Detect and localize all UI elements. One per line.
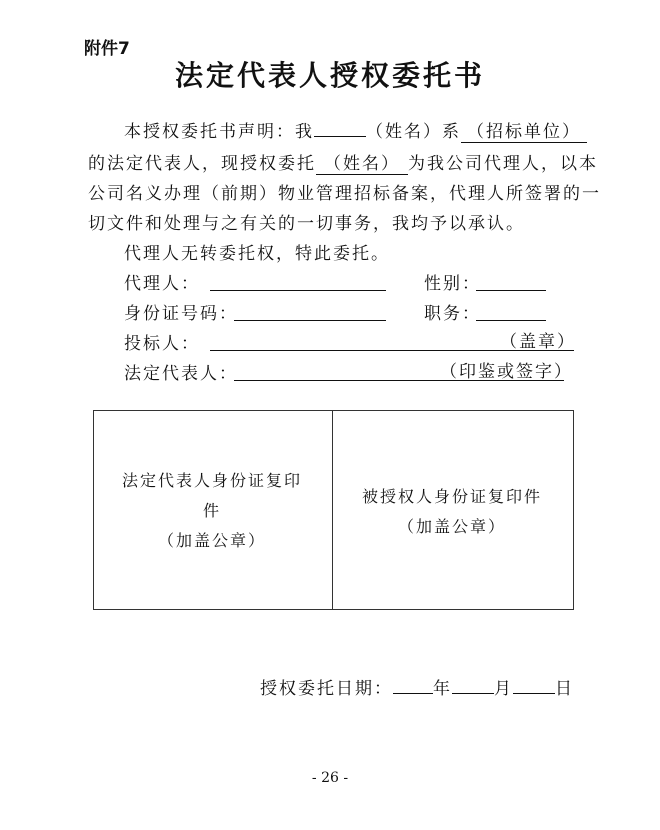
month-label: 月 <box>494 679 513 699</box>
id-number-field[interactable] <box>234 320 386 321</box>
agent-field[interactable] <box>210 290 386 291</box>
gender-label: 性别： <box>424 274 481 294</box>
gender-field[interactable] <box>476 290 546 291</box>
document-title: 法定代表人授权委托书 <box>174 59 485 92</box>
unit-blank[interactable]: （招标单位） <box>461 122 587 143</box>
statement-line-4: 切文件和处理与之有关的一切事务，我均予以承认。 <box>88 214 525 234</box>
id-number-label: 身份证号码： <box>124 304 238 324</box>
statement-line-1 <box>124 120 587 144</box>
left-box-line-2: 件 <box>202 501 221 520</box>
statement-text-2a: 的法定代表人，现授权委托 <box>88 154 316 174</box>
bidder-label: 投标人： <box>124 334 200 354</box>
legal-rep-label: 法定代表人： <box>124 364 238 384</box>
left-box-caption <box>93 466 331 556</box>
position-field[interactable] <box>476 320 546 321</box>
page-number: - 26 - <box>311 770 349 786</box>
date-label: 授权委托日期： <box>260 679 393 699</box>
name-hint-1: （姓名） <box>366 122 442 142</box>
name-blank-1[interactable] <box>314 136 366 137</box>
left-box-line-1: 法定代表人身份证复印 <box>121 471 302 490</box>
right-box-line-1: 被授权人身份证复印件 <box>361 487 542 506</box>
year-blank[interactable] <box>393 693 433 694</box>
statement-prefix: 本授权委托书声明：我 <box>124 122 314 142</box>
legal-rep-hint: （印鉴或签字） <box>440 362 573 382</box>
statement-line-3: 公司名义办理（前期）物业管理招标备案，代理人所签署的一 <box>88 184 601 204</box>
statement-mid: 系 <box>442 122 461 142</box>
agent-label: 代理人： <box>124 274 200 294</box>
authorization-date <box>260 674 574 699</box>
right-box-caption <box>332 482 572 542</box>
month-blank[interactable] <box>452 693 494 694</box>
statement-line-2 <box>88 152 598 176</box>
statement-line-5: 代理人无转委托权，特此委托。 <box>124 244 390 264</box>
left-box-line-3: （加盖公章） <box>157 531 266 550</box>
position-label: 职务： <box>424 304 481 324</box>
attachment-label: 附件7 <box>84 39 130 59</box>
day-label: 日 <box>555 679 574 699</box>
right-box-line-2: （加盖公章） <box>397 517 506 536</box>
year-label: 年 <box>433 679 452 699</box>
agent-name-blank[interactable]: （姓名） <box>316 154 408 175</box>
bidder-hint: （盖章） <box>500 332 576 352</box>
statement-text-2b: 为我公司代理人，以本 <box>408 154 598 174</box>
day-blank[interactable] <box>513 693 555 694</box>
